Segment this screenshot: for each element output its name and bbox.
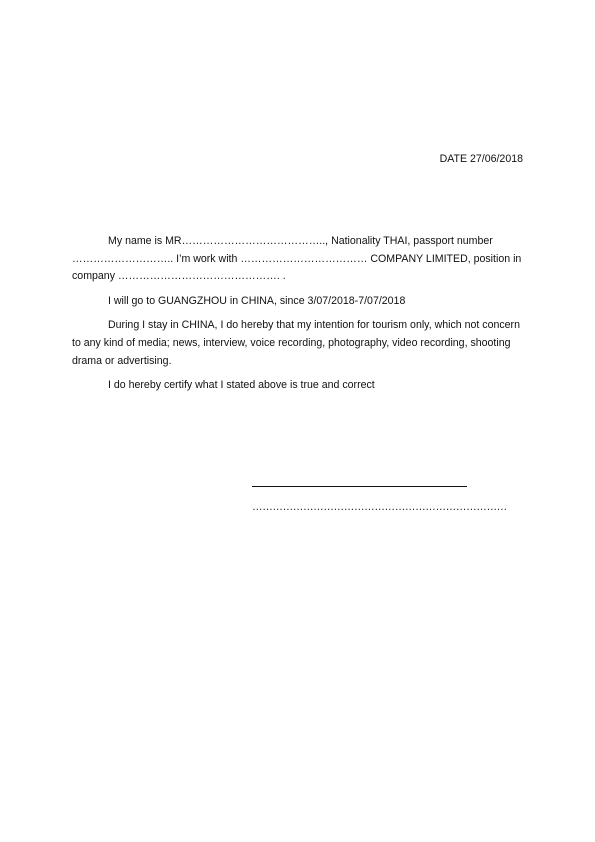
paragraph-intention: During I stay in CHINA, I do hereby that my intention for tourism only, which not concern to any kind of media; news, interview, voice recording, photography, video recording, shooting drama or advertising.	[72, 319, 520, 367]
date-line: DATE 27/06/2018	[439, 153, 523, 165]
paragraph-travel: I will go to GUANGZHOU in CHINA, since 3/07/2018-7/07/2018	[108, 294, 406, 307]
paragraph-certification: I do hereby certify what I stated above is true and correct	[108, 379, 375, 392]
signature-line	[252, 486, 467, 487]
signature-block	[252, 478, 507, 513]
signature-name-dots: …………………………………………………………………	[252, 501, 507, 513]
paragraph-identity: My name is MR………………………………….., Nationality THAI, passport number ……………………….. I’m work with ……………………………… COMPANY LIMITED, position in company ………………………………………. .	[72, 235, 522, 283]
letter-body	[72, 233, 524, 402]
